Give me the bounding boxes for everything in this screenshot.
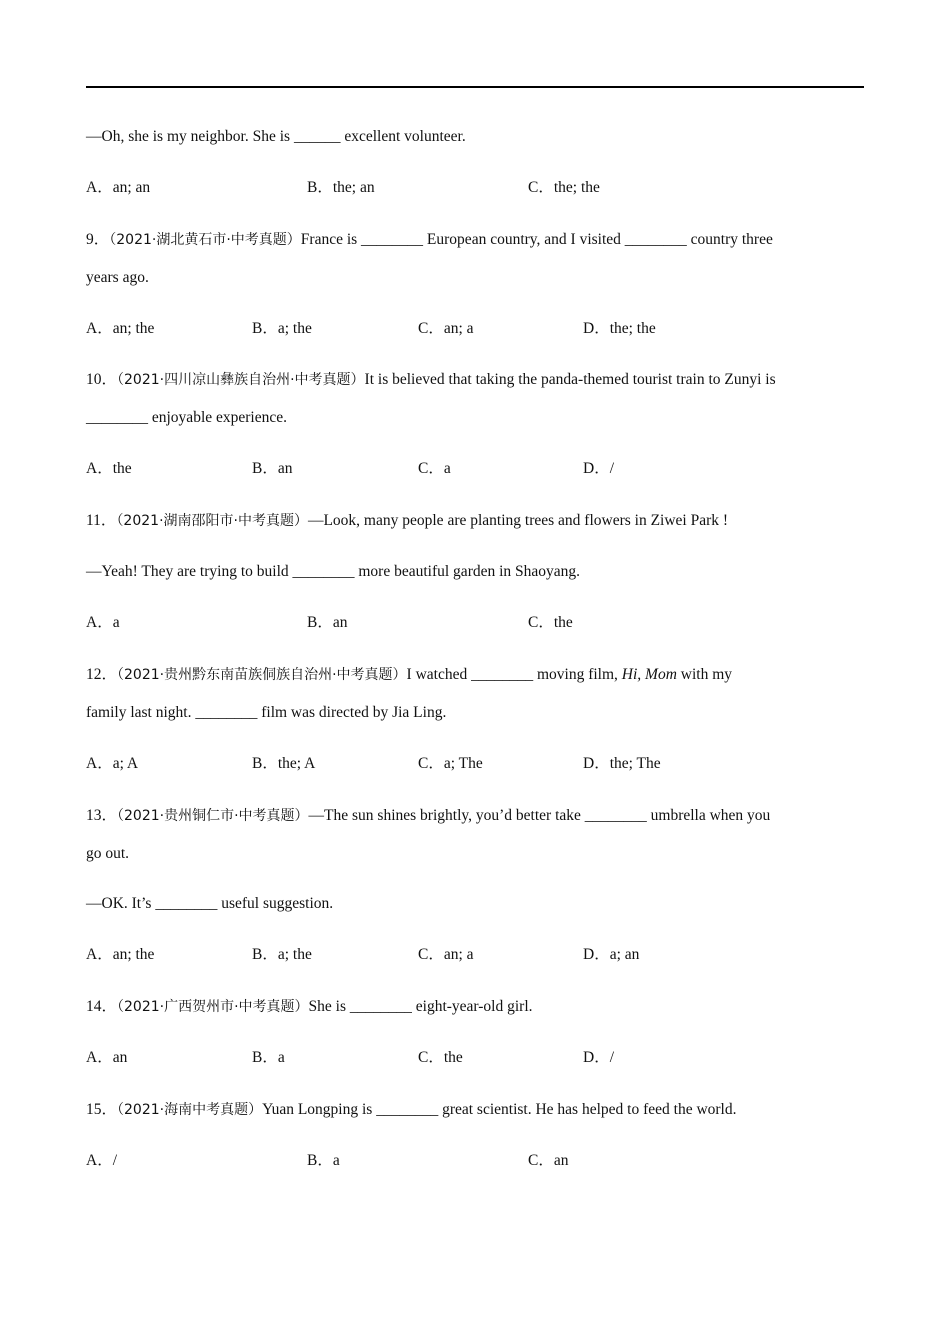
q11-line2: —Yeah! They are trying to build ________ more beautiful garden in Shaoyang. <box>86 563 581 580</box>
q11-option-b: B．an <box>307 614 348 631</box>
question-text: Yuan Longping is ________ great scientist. He has helped to feed the world. <box>262 1101 737 1118</box>
q13-line2: go out. <box>86 845 130 862</box>
q9-line2: years ago. <box>86 269 149 286</box>
question-number: 15． <box>86 1101 118 1118</box>
q9-option-b: B．a; the <box>252 320 312 337</box>
q10-option-b: B．an <box>252 460 293 477</box>
q10-option-a: A．the <box>86 460 132 477</box>
q12-option-c: C．a; The <box>418 755 483 772</box>
q14-option-b: B．a <box>252 1049 285 1066</box>
q15-option-c: C．an <box>528 1152 569 1169</box>
q15-line1 <box>86 1100 736 1120</box>
q11-option-c: C．the <box>528 614 573 631</box>
question-source: （2021·四川凉山彝族自治州·中考真题） <box>117 372 365 388</box>
q8-option-c: C．the; the <box>528 179 600 196</box>
question-number: 12． <box>86 666 118 683</box>
q12-option-b: B．the; A <box>252 755 316 772</box>
q14-option-c: C．the <box>418 1049 463 1066</box>
q13-line1 <box>86 806 770 826</box>
q15-option-b: B．a <box>307 1152 340 1169</box>
question-number: 14． <box>86 998 118 1015</box>
q8-option-b: B．the; an <box>307 179 375 196</box>
q10-option-d: D．/ <box>583 460 615 477</box>
q9-option-a: A．an; the <box>86 320 155 337</box>
question-source: （2021·湖北黄石市·中考真题） <box>109 232 301 248</box>
question-text: She is ________ eight-year-old girl. <box>308 998 533 1015</box>
q10-line2: ________ enjoyable experience. <box>86 409 287 426</box>
q14-line1 <box>86 997 533 1017</box>
question-source: （2021·广西贺州市·中考真题） <box>117 999 309 1015</box>
q8-option-a: A．an; an <box>86 179 151 196</box>
q14-option-a: A．an <box>86 1049 128 1066</box>
question-text: —Look, many people are planting trees and flowers in Ziwei Park ! <box>307 512 729 529</box>
question-text: It is believed that taking the panda-themed tourist train to Zunyi is <box>364 371 776 388</box>
q12-line1 <box>86 665 732 685</box>
q13-option-b: B．a; the <box>252 946 312 963</box>
q9-line1 <box>86 230 773 250</box>
q10-line1 <box>86 370 776 390</box>
q14-option-d: D．/ <box>583 1049 615 1066</box>
question-number: 9． <box>86 231 110 248</box>
q12-line2: family last night. ________ film was directed by Jia Ling. <box>86 704 447 721</box>
q8-line2: —Oh, she is my neighbor. She is ______ excellent volunteer. <box>86 128 466 145</box>
question-text: France is ________ European country, and I visited ________ country three <box>300 231 773 248</box>
q12-option-a: A．a; A <box>86 755 139 772</box>
q13-line3: —OK. It’s ________ useful suggestion. <box>86 895 334 912</box>
question-text: —The sun shines brightly, you’d better take ________ umbrella when you <box>308 807 771 824</box>
question-text: I watched ________ moving film, <box>406 666 622 683</box>
q15-option-a: A．/ <box>86 1152 118 1169</box>
q11-line1 <box>86 511 728 531</box>
q12-option-d: D．the; The <box>583 755 661 772</box>
q13-option-d: D．a; an <box>583 946 640 963</box>
question-number: 11． <box>86 512 117 529</box>
question-source: （2021·海南中考真题） <box>117 1102 263 1118</box>
header-rule <box>86 86 864 88</box>
question-number: 13． <box>86 807 118 824</box>
film-title: Hi, Mom <box>621 666 677 683</box>
q13-option-c: C．an; a <box>418 946 474 963</box>
q9-option-d: D．the; the <box>583 320 656 337</box>
q11-option-a: A．a <box>86 614 120 631</box>
question-source: （2021·贵州铜仁市·中考真题） <box>117 808 309 824</box>
question-text-end: with my <box>676 666 733 683</box>
question-source: （2021·贵州黔东南苗族侗族自治州·中考真题） <box>117 667 407 683</box>
question-number: 10． <box>86 371 118 388</box>
q13-option-a: A．an; the <box>86 946 155 963</box>
question-source: （2021·湖南邵阳市·中考真题） <box>116 513 308 529</box>
q10-option-c: C．a <box>418 460 451 477</box>
q9-option-c: C．an; a <box>418 320 474 337</box>
